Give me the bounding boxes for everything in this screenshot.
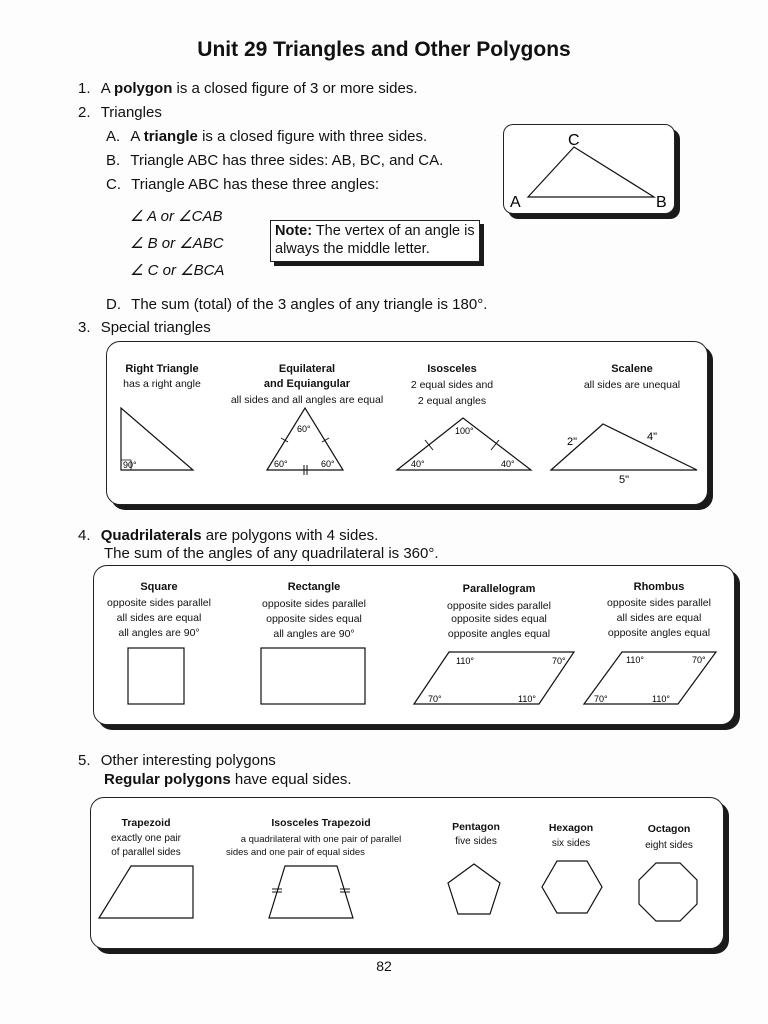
- vertex-a-label: A: [510, 194, 521, 211]
- note-label: Note:: [275, 223, 313, 239]
- text: Triangle ABC has these three angles:: [131, 176, 380, 193]
- angle-c: ∠ C or ∠BCA: [130, 262, 225, 279]
- text: Triangle ABC has three sides: AB, BC, and CA.: [130, 152, 444, 169]
- quadrilateral-drawings: [94, 566, 734, 724]
- special-triangles-panel: [106, 341, 708, 505]
- equilateral-angle-top: 60°: [297, 424, 311, 434]
- right-triangle-desc: has a right angle: [123, 378, 201, 390]
- hexagon-shape: [542, 861, 602, 913]
- equilateral-angle-right: 60°: [321, 459, 335, 469]
- item-2b: [106, 152, 443, 169]
- item-4-line-2: The sum of the angles of any quadrilateral is 360°.: [104, 545, 439, 562]
- isosceles-angle-left: 40°: [411, 459, 425, 469]
- hexagon-title: Hexagon: [548, 822, 594, 834]
- rectangle-shape: [261, 648, 365, 704]
- rectangle-desc-1: opposite sides parallel: [262, 598, 366, 610]
- rectangle-desc-3: all angles are 90°: [273, 628, 355, 640]
- text: are polygons with 4 sides.: [201, 527, 379, 544]
- rhombus-angle-tr: 70°: [692, 655, 706, 665]
- rectangle-title: Rectangle: [287, 581, 341, 593]
- item-2c: [106, 176, 379, 193]
- vertex-b-label: B: [656, 194, 667, 211]
- isosceles-title: Isosceles: [427, 363, 477, 375]
- equilateral-title: Equilateral: [278, 363, 336, 375]
- right-angle-label: 90°: [123, 460, 137, 470]
- hexagon-desc: six sides: [551, 838, 591, 849]
- rectangle-desc-2: opposite sides equal: [266, 613, 362, 625]
- text: is a closed figure of 3 or more sides.: [172, 80, 418, 97]
- item-2: [78, 104, 162, 121]
- item-1: [78, 80, 418, 97]
- rhombus-title: Rhombus: [633, 581, 685, 593]
- angle-b: ∠ B or ∠ABC: [130, 235, 224, 252]
- trapezoid-shape: [99, 866, 193, 918]
- item-number: 4.: [78, 527, 91, 544]
- item-number: 2.: [78, 104, 91, 121]
- text: A: [100, 80, 115, 97]
- octagon-title: Octagon: [647, 823, 691, 835]
- rhombus-desc-2: all sides are equal: [616, 612, 702, 624]
- page-title: Unit 29 Triangles and Other Polygons: [197, 38, 571, 61]
- text: Special triangles: [100, 319, 211, 336]
- item-4: [78, 527, 378, 544]
- trapezoid-desc-2: of parallel sides: [111, 847, 181, 858]
- abc-triangle-box: [503, 124, 675, 214]
- vertex-c-label: C: [568, 132, 580, 149]
- parallelogram-desc-3: opposite angles equal: [447, 628, 551, 640]
- text: The sum (total) of the 3 angles of any triangle is 180°.: [131, 296, 488, 313]
- square-desc-2: all sides are equal: [116, 612, 202, 624]
- scalene-desc: all sides are unequal: [583, 379, 681, 391]
- scalene-side-4: 4": [647, 431, 658, 443]
- angle-a: ∠ A or ∠CAB: [130, 208, 223, 225]
- trapezoid-desc-1: exactly one pair: [110, 833, 182, 844]
- isosceles-trapezoid-desc-2: sides and one pair of equal sides: [226, 847, 365, 858]
- octagon-shape: [639, 863, 697, 921]
- term-quadrilaterals: Quadrilaterals: [100, 527, 202, 544]
- rhombus-angle-bl: 70°: [594, 694, 608, 704]
- pentagon-desc: five sides: [455, 836, 497, 847]
- trapezoid-title: Trapezoid: [121, 817, 171, 829]
- text: A: [130, 128, 144, 145]
- term-polygon: polygon: [114, 80, 173, 97]
- parallelogram-desc-2: opposite sides equal: [451, 613, 547, 625]
- note-text: The vertex of an angle is always the middle letter.: [275, 223, 475, 257]
- isosceles-desc-2: 2 equal angles: [417, 395, 487, 407]
- item-number: 1.: [78, 80, 91, 97]
- text: Other interesting polygons: [100, 752, 276, 769]
- item-5: [78, 752, 276, 769]
- term-triangle: triangle: [143, 128, 198, 145]
- item-2a: [106, 128, 427, 145]
- parallelogram-angle-bl: 70°: [428, 694, 442, 704]
- note-box: [270, 220, 480, 262]
- rhombus-angle-tl: 110°: [626, 655, 644, 665]
- equilateral-desc: all sides and all angles are equal: [230, 394, 384, 406]
- isosceles-trapezoid-desc-1: a quadrilateral with one pair of parallel: [240, 834, 402, 845]
- tick-mark: [425, 440, 433, 450]
- triangle-abc-diagram: [504, 125, 674, 213]
- right-triangle-title: Right Triangle: [125, 363, 199, 375]
- isosceles-angle-top: 100°: [455, 426, 474, 436]
- item-3: [78, 319, 211, 336]
- equilateral-angle-left: 60°: [274, 459, 288, 469]
- rhombus-desc-1: opposite sides parallel: [607, 597, 711, 609]
- rhombus-desc-3: opposite angles equal: [607, 627, 711, 639]
- sub-label: D.: [106, 296, 121, 313]
- item-number: 3.: [78, 319, 91, 336]
- text: is a closed figure with three sides.: [197, 128, 428, 145]
- page-number: 82: [376, 958, 392, 974]
- item-number: 5.: [78, 752, 91, 769]
- square-desc-1: opposite sides parallel: [107, 597, 211, 609]
- triangle-abc-shape: [528, 147, 654, 197]
- quadrilaterals-panel: [93, 565, 735, 725]
- parallelogram-angle-br: 110°: [518, 694, 536, 704]
- square-shape: [128, 648, 184, 704]
- isosceles-angle-right: 40°: [501, 459, 515, 469]
- other-polygons-panel: [90, 797, 724, 949]
- rhombus-angle-br: 110°: [652, 694, 670, 704]
- pentagon-shape: [448, 864, 500, 914]
- scalene-title: Scalene: [611, 363, 653, 375]
- pentagon-title: Pentagon: [452, 821, 500, 833]
- equilateral-title-2: and Equiangular: [263, 378, 351, 390]
- scalene-side-5: 5": [619, 474, 630, 486]
- other-polygon-drawings: [91, 798, 723, 948]
- square-title: Square: [140, 581, 178, 593]
- term-regular-polygons: Regular polygons: [104, 771, 231, 788]
- parallelogram-desc-1: opposite sides parallel: [447, 600, 551, 612]
- item-5-line-2: [104, 771, 352, 788]
- text: Triangles: [100, 104, 162, 121]
- parallelogram-angle-tl: 110°: [456, 656, 474, 666]
- parallelogram-title: Parallelogram: [462, 583, 536, 595]
- isosceles-desc-1: 2 equal sides and: [410, 379, 494, 391]
- item-2d: [106, 296, 487, 313]
- special-triangles-drawings: [107, 342, 707, 504]
- isosceles-trapezoid-title: Isosceles Trapezoid: [271, 817, 371, 829]
- octagon-desc: eight sides: [645, 840, 693, 851]
- text: have equal sides.: [230, 771, 352, 788]
- parallelogram-angle-tr: 70°: [552, 656, 566, 666]
- sub-label: A.: [106, 128, 121, 145]
- square-desc-3: all angles are 90°: [118, 627, 200, 639]
- sub-label: B.: [106, 152, 121, 169]
- scalene-side-2: 2": [567, 436, 578, 448]
- sub-label: C.: [106, 176, 121, 193]
